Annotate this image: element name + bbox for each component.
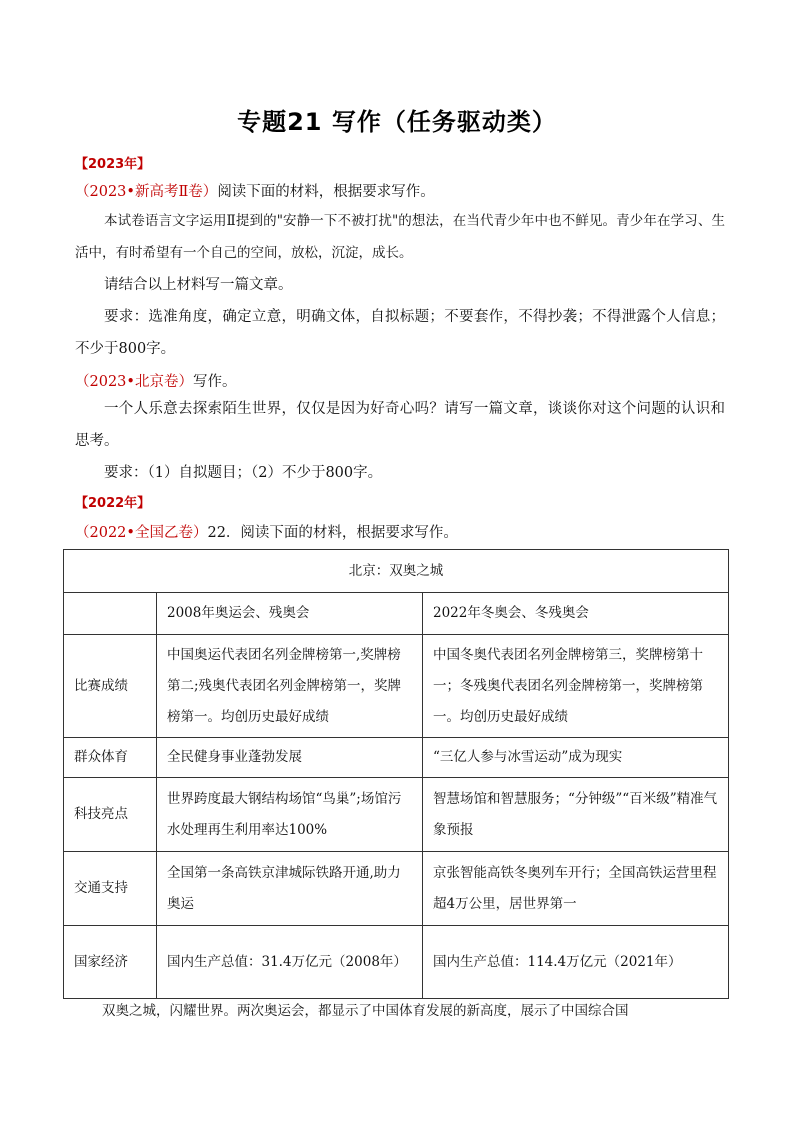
cell-2022: 国内生产总值：114.4万亿元（2021年） <box>423 926 729 999</box>
year-label-2023: 【2023年】 <box>75 157 151 172</box>
row-label: 交通支持 <box>64 852 157 926</box>
table-row <box>64 852 729 926</box>
cell-2008: 世界跨度最大钢结构场馆“鸟巢”;场馆污水处理再生利用率达100% <box>157 778 423 852</box>
cell-2008: 国内生产总值：31.4万亿元（2008年） <box>157 926 423 999</box>
question-prompt: 写作。 <box>192 374 237 390</box>
cell-2008: 中国奥运代表团名列金牌榜第一,奖牌榜第二;残奥代表团名列金牌榜第一，奖牌榜第一。均创历史最好成绩 <box>157 635 423 738</box>
material-paragraph: 一个人乐意去探索陌生世界，仅仅是因为好奇心吗？请写一篇文章，谈谈你对这个问题的认识和思考。 <box>75 401 725 449</box>
cell-2022: “三亿人参与冰雪运动”成为现实 <box>423 738 729 778</box>
question-source: （2023•新高考Ⅱ卷） <box>75 184 218 200</box>
row-label: 国家经济 <box>64 926 157 999</box>
row-label: 科技亮点 <box>64 778 157 852</box>
question-2023-xingaokao <box>75 180 435 201</box>
table-caption: 北京：双奥之城 <box>64 550 729 593</box>
task-paragraph: 请结合以上材料写一篇文章。 <box>104 277 293 293</box>
table-row <box>64 635 729 738</box>
question-2022-quanguoyi <box>75 521 458 542</box>
requirements-paragraph: 要求：选准角度，确定立意，明确文体，自拟标题；不要套作，不得抄袭；不得泄露个人信息；不少于800字。 <box>75 309 725 357</box>
cell-2008: 全国第一条高铁京津城际铁路开通,助力奥运 <box>157 852 423 926</box>
cell-2008: 全民健身事业蓬勃发展 <box>157 738 423 778</box>
question-source: （2022•全国乙卷） <box>75 525 208 541</box>
question-2023-beijing <box>75 370 236 391</box>
column-header-2022: 2022年冬奥会、冬残奥会 <box>423 593 729 635</box>
row-label: 比赛成绩 <box>64 635 157 738</box>
question-source: （2023•北京卷） <box>75 374 193 390</box>
table-header-row <box>64 593 729 635</box>
olympics-comparison-table <box>63 549 729 999</box>
closing-paragraph: 双奥之城，闪耀世界。两次奥运会，都显示了中国体育发展的新高度，展示了中国综合国 <box>102 1003 629 1019</box>
table-row <box>64 926 729 999</box>
question-prompt: 22．阅读下面的材料，根据要求写作。 <box>207 525 458 541</box>
cell-2022: 中国冬奥代表团名列金牌榜第三，奖牌榜第十一；冬残奥代表团名列金牌榜第一，奖牌榜第一。均创历史最好成绩 <box>423 635 729 738</box>
row-label: 群众体育 <box>64 738 157 778</box>
table-row <box>64 778 729 852</box>
column-header-2008: 2008年奥运会、残奥会 <box>157 593 423 635</box>
cell-2022: 智慧场馆和智慧服务；“分钟级”“百米级”精准气象预报 <box>423 778 729 852</box>
question-prompt: 阅读下面的材料，根据要求写作。 <box>217 184 435 200</box>
material-paragraph: 本试卷语言文字运用Ⅱ提到的"安静一下不被打扰"的想法，在当代青少年中也不鲜见。青少年在学习、生活中，有时希望有一个自己的空间，放松，沉淀，成长。 <box>75 213 725 261</box>
table-row <box>64 738 729 778</box>
cell-2022: 京张智能高铁冬奥列车开行；全国高铁运营里程超4万公里，居世界第一 <box>423 852 729 926</box>
table-corner-cell <box>64 593 157 635</box>
requirements-paragraph: 要求：（1）自拟题目；（2）不少于800字。 <box>104 465 383 481</box>
year-label-2022: 【2022年】 <box>75 496 151 511</box>
page-title: 专题21 写作（任务驱动类） <box>237 108 557 136</box>
